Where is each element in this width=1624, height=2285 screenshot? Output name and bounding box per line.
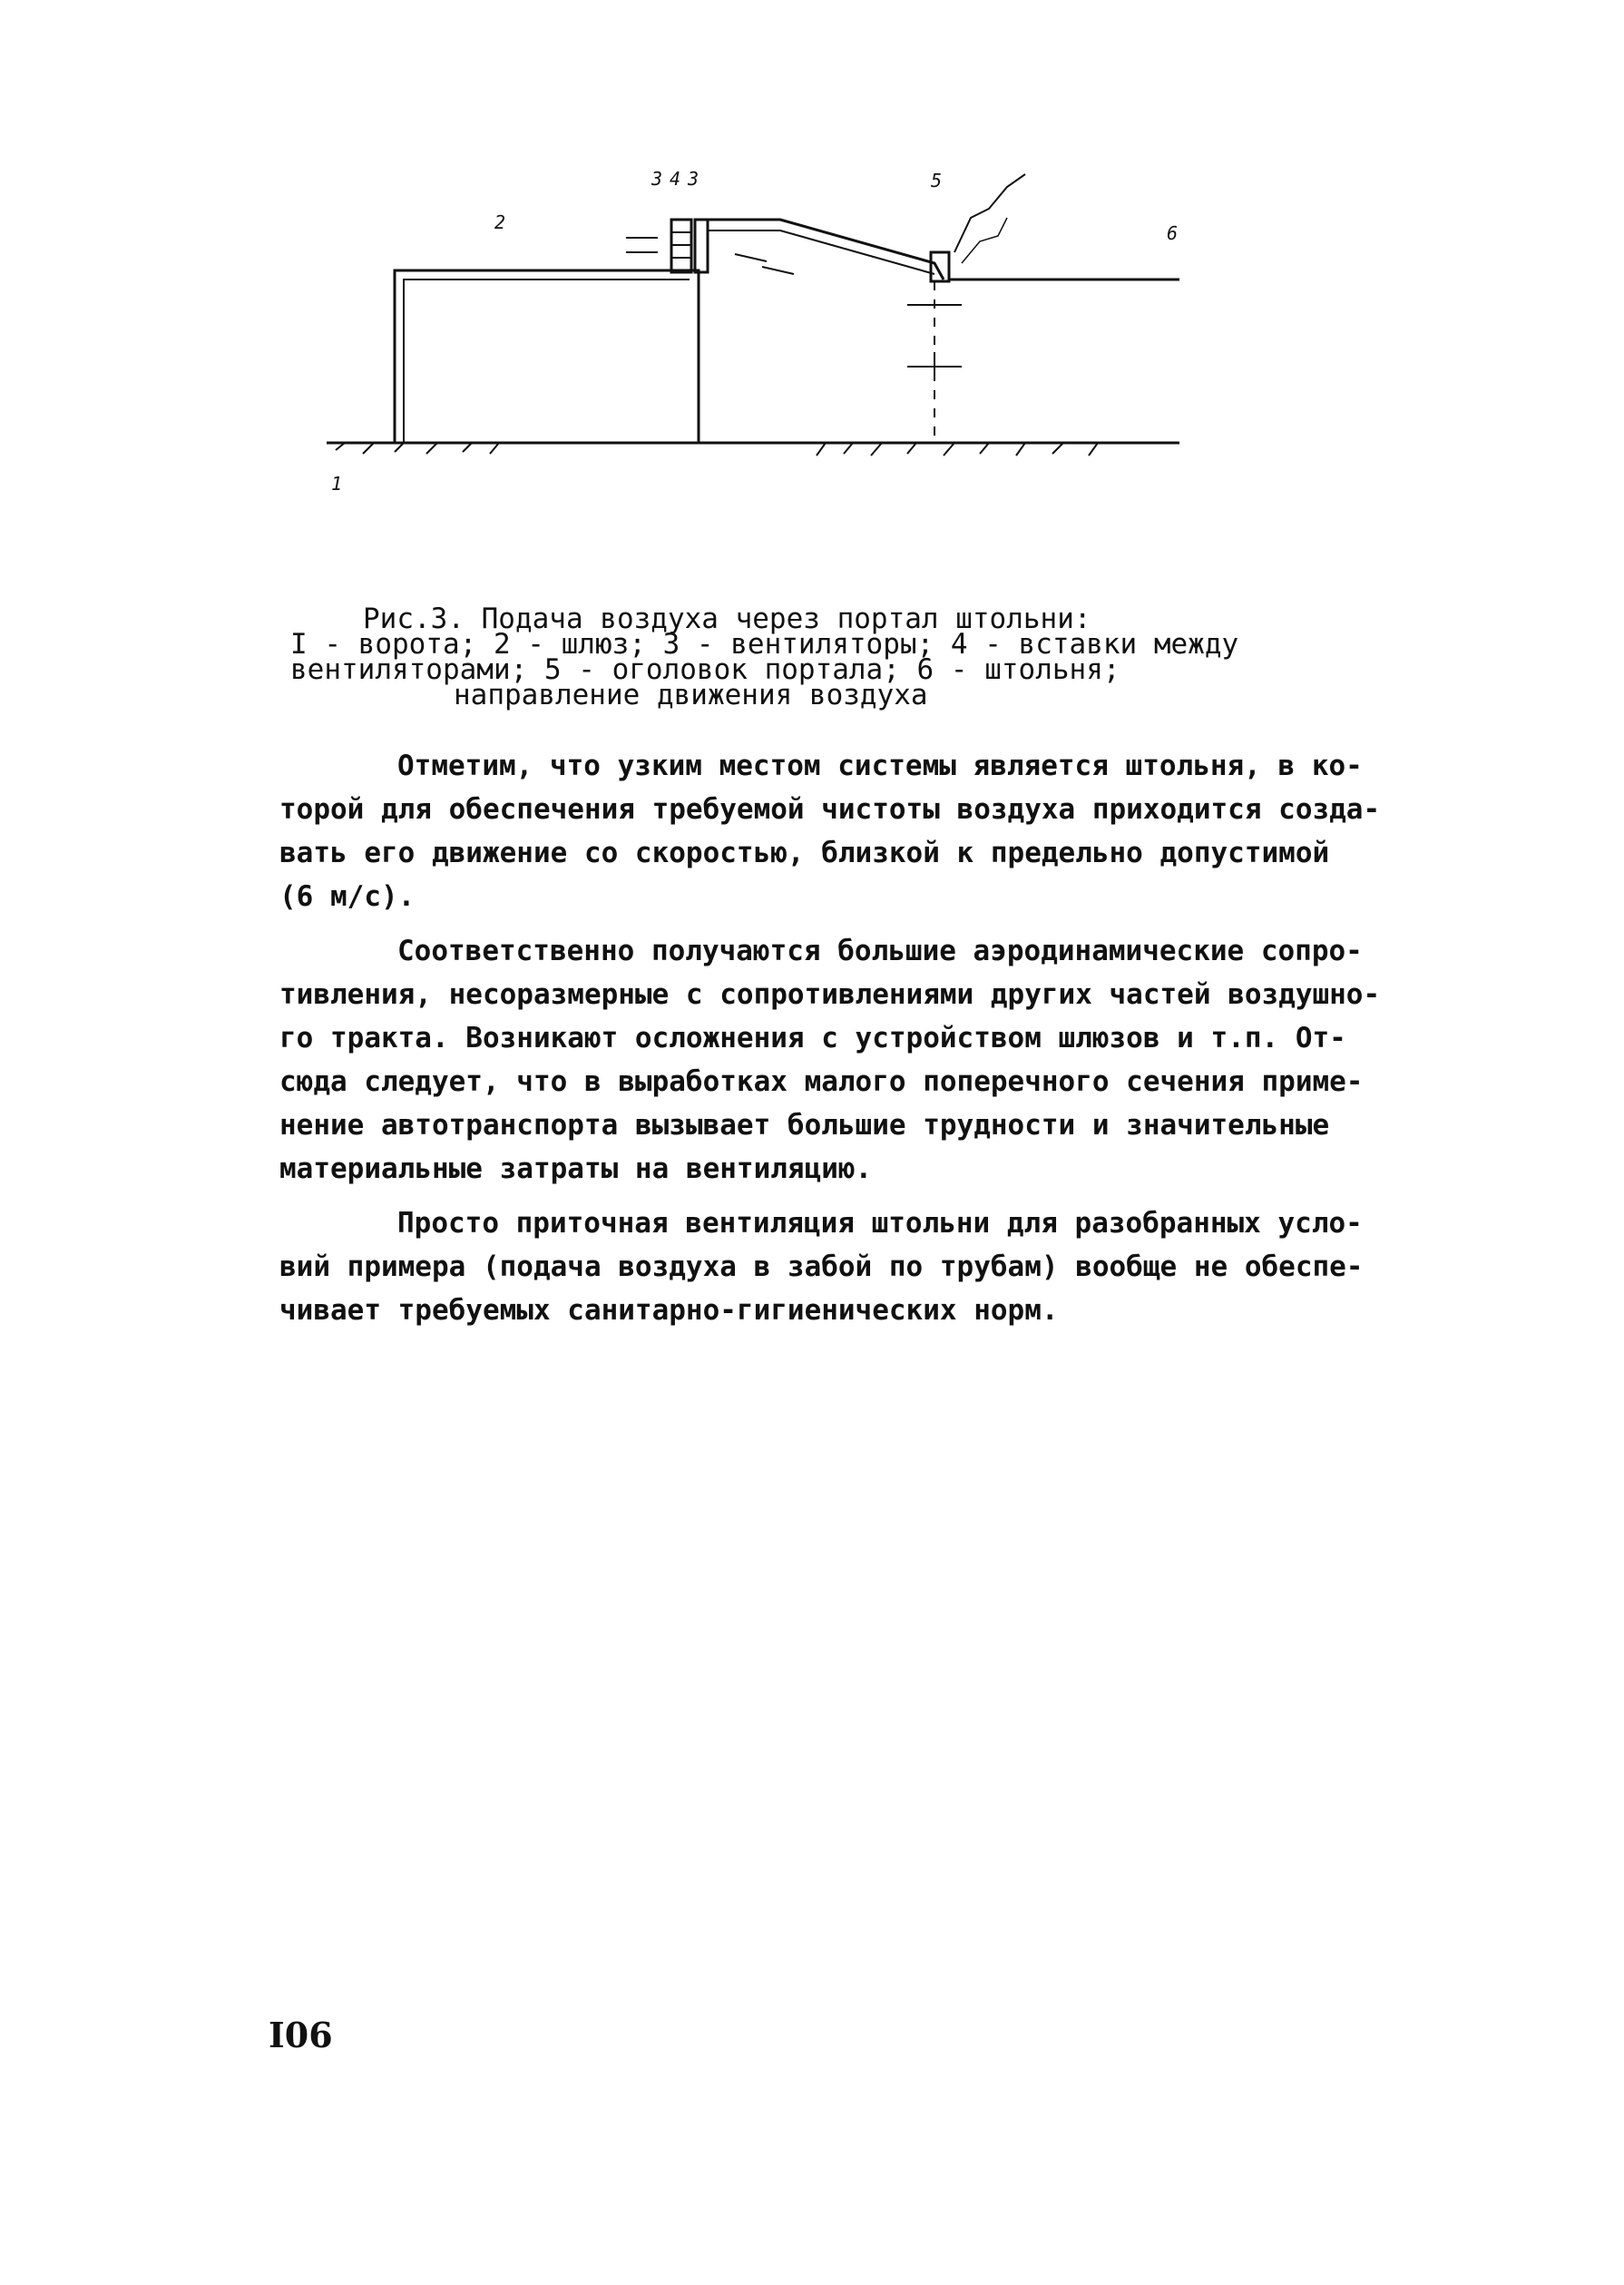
text-line: вать его движение со скоростью, близкой к предельно допустимой [279,837,1330,869]
caption-line: вентиляторами; 5 - оголовок портала; 6 - штольня; [290,653,1120,686]
body-text [279,744,1459,1343]
text-line: вий примера (подача воздуха в забой по трубам) вообще не обеспе- [279,1250,1364,1283]
label-6: 6 [1167,222,1179,244]
label-4: 4 [670,168,681,190]
gate-building [395,270,699,443]
label-1: 1 [331,473,343,495]
label-3b: 3 [688,168,699,190]
ground-hatching [336,443,1098,456]
hill-slope [954,174,1025,252]
figure-ventilation-diagram [308,154,1216,517]
air-direction-arrows [626,238,962,381]
text-line: тивления, несоразмерные с сопротивлениями других частей воздушно- [279,978,1381,1011]
paragraph-3 [279,1201,1459,1332]
portal-head [931,252,949,281]
caption-line: I - ворота; 2 - шлюз; 3 - вентиляторы; 4 - вставки между [290,628,1239,661]
adit-roof [708,220,944,279]
fan-inserts [695,220,708,272]
text-line: материальные затраты на вентиляцию. [279,1152,873,1185]
text-line: Соответственно получаются большие аэродинамические сопро- [397,935,1363,967]
label-3a: 3 [651,168,663,190]
caption-line: направление движения воздуха [454,679,928,711]
label-5: 5 [931,170,943,191]
page-number: I06 [269,2015,333,2055]
text-line: Просто приточная вентиляция штольни для разобранных усло- [397,1207,1363,1240]
text-line: торой для обеспечения требуемой чистоты воздуха приходится созда- [279,793,1381,826]
figure-caption [290,603,1334,711]
paragraph-1 [279,744,1459,918]
text-line: Отметим, что узким местом системы является штольня, в ко- [397,750,1363,782]
caption-title: Рис.3. Подача воздуха через портал штольни: [363,603,1091,635]
diagram-svg [308,154,1216,517]
text-line: (6 м/с). [279,880,416,913]
text-line: чивает требуемых санитарно-гигиенических норм. [279,1294,1059,1327]
label-2: 2 [494,211,506,233]
text-line: нение автотранспорта вызывает большие трудности и значительные [279,1109,1330,1142]
figure-labels [331,168,1178,495]
paragraph-2 [279,929,1459,1191]
text-line: сюда следует, что в выработках малого поперечного сечения приме- [279,1065,1364,1098]
text-line: го тракта. Возникают осложнения с устройством шлюзов и т.п. От- [279,1022,1346,1054]
